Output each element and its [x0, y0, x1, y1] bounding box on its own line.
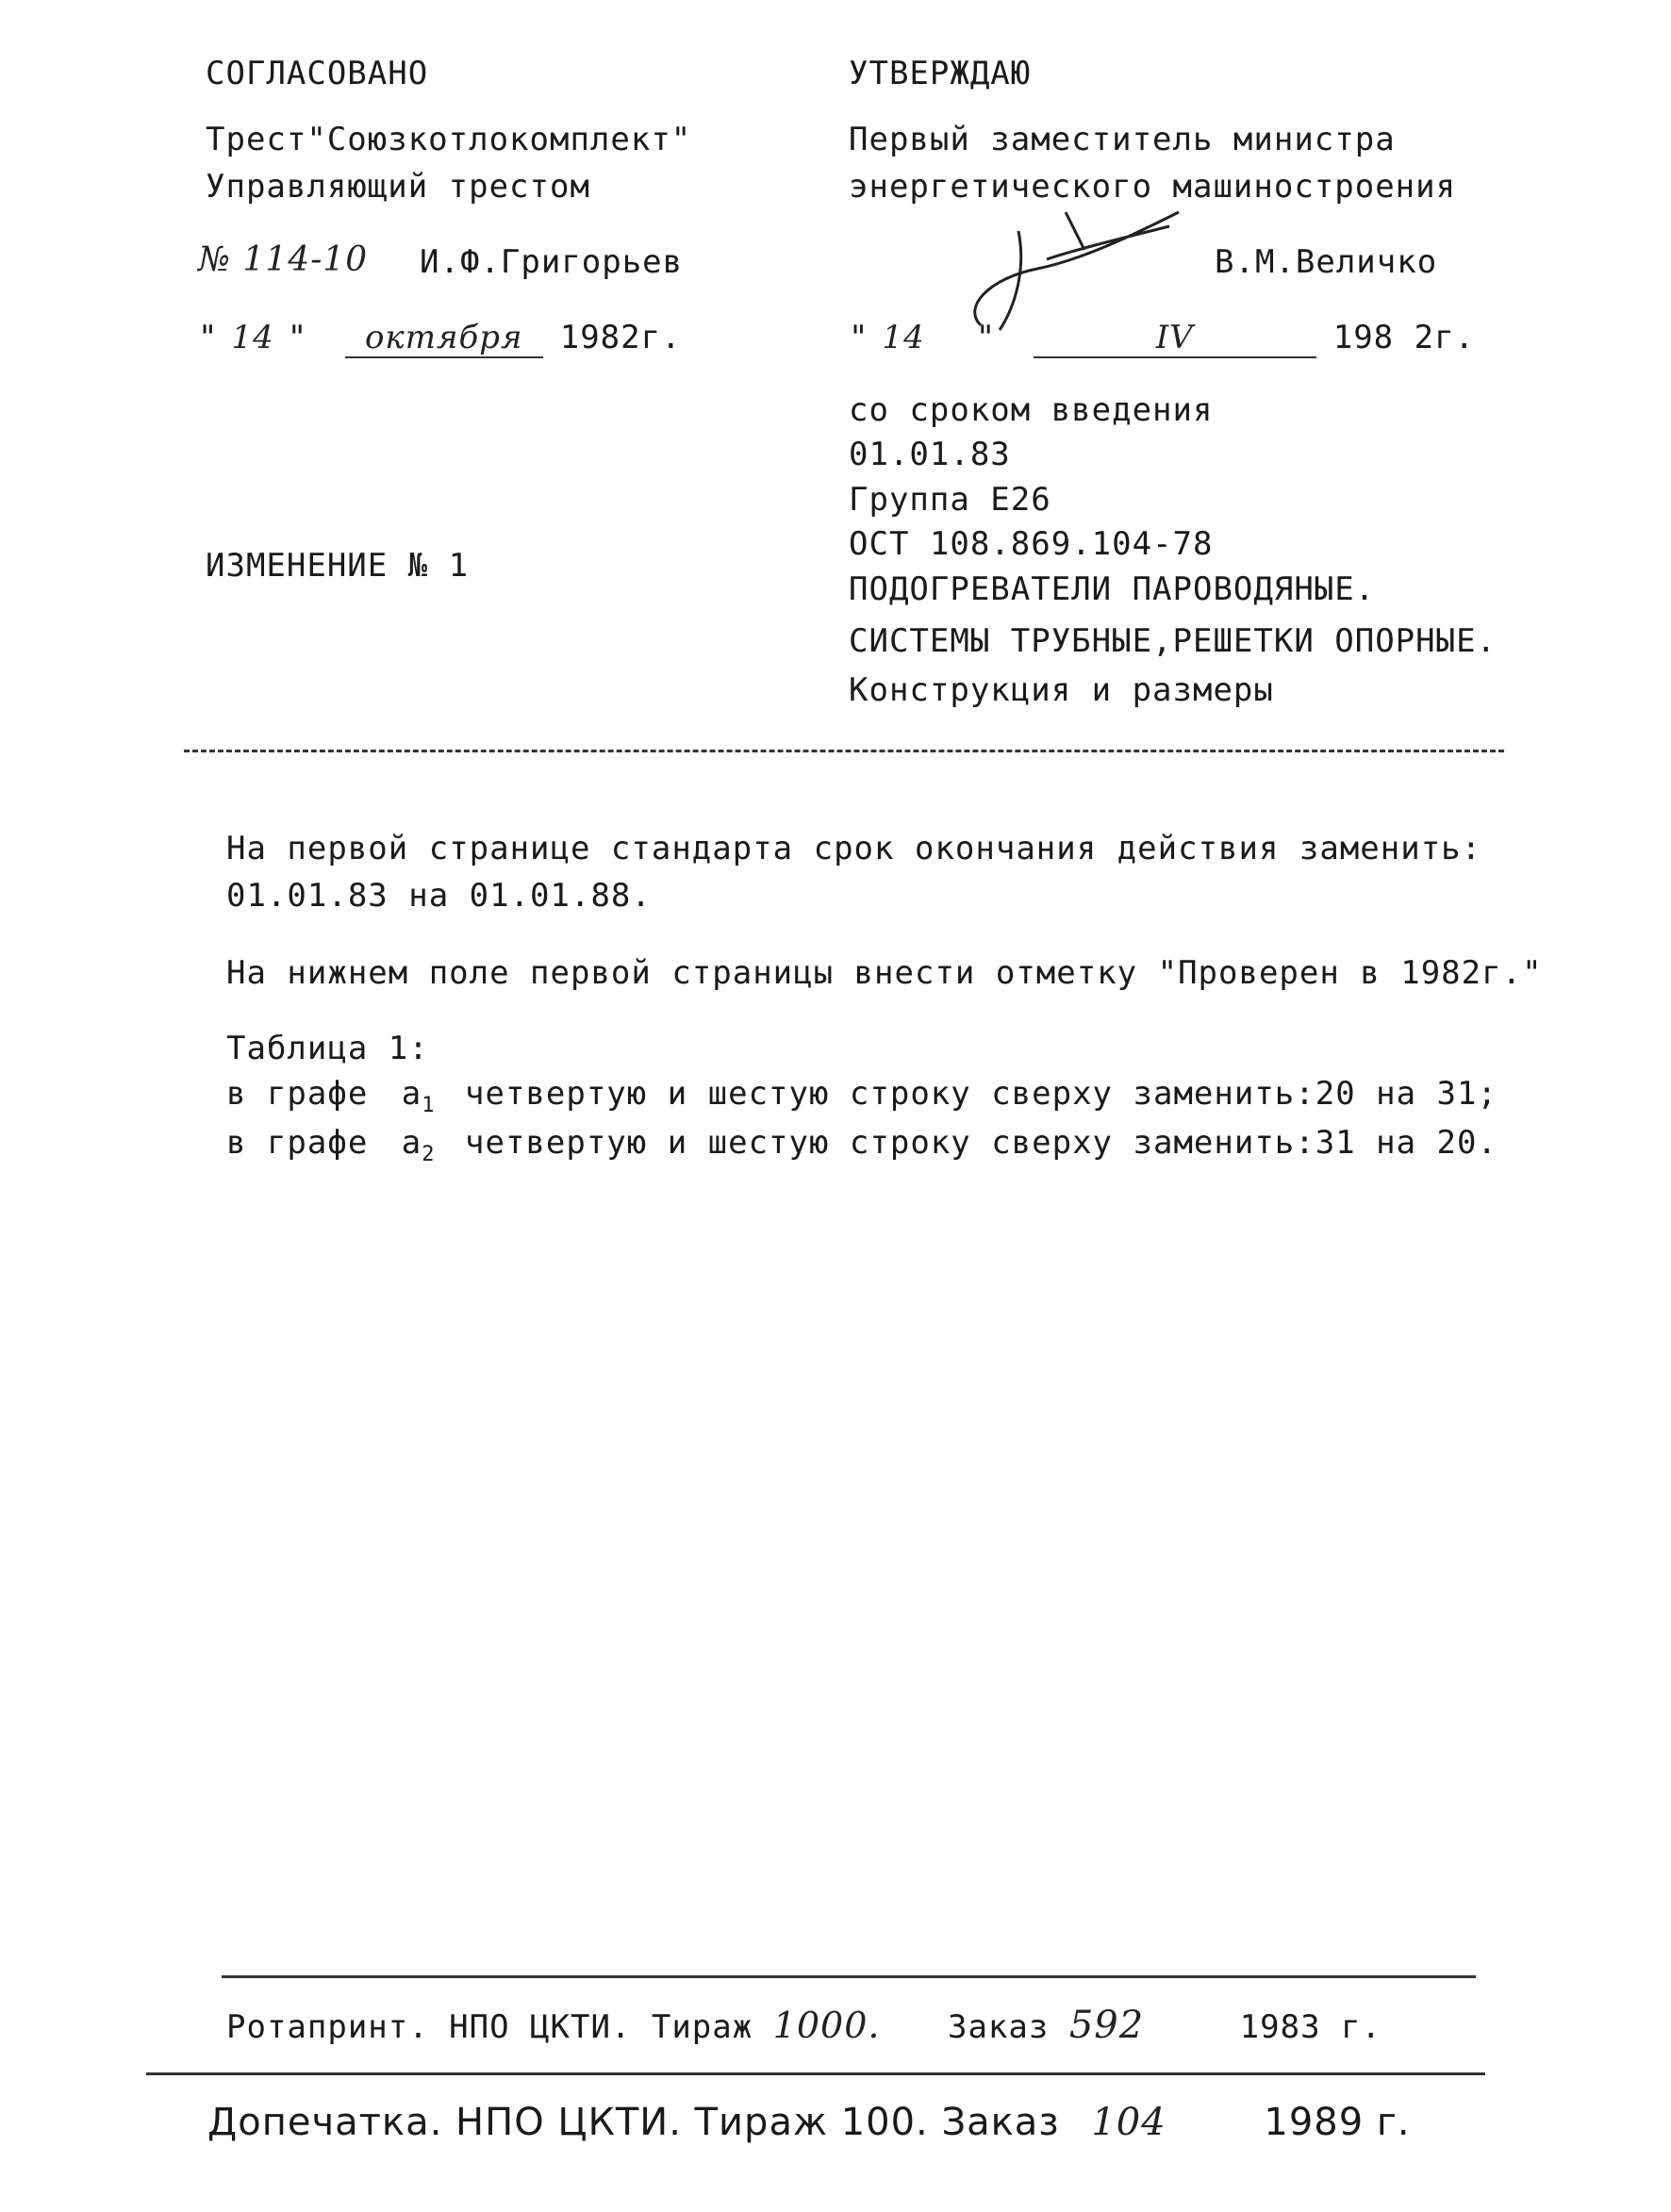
body-para-1-line-2: 01.01.83 на 01.01.88.	[226, 877, 652, 915]
approve-date-year: 198 2	[1332, 319, 1435, 356]
table-label: Таблица 1:	[226, 1030, 429, 1067]
group-code: Группа Е26	[849, 481, 1051, 519]
reprint-prefix: Допечатка. НПО ЦКТИ. Тираж 100. Заказ	[207, 2101, 1060, 2144]
approve-date-suffix: г.	[1434, 319, 1476, 356]
change-row-2	[226, 1124, 1497, 1166]
change-row-1	[226, 1075, 1497, 1117]
print-year: 1983 г.	[1239, 2008, 1381, 2046]
change-row-1-symbol: a	[401, 1075, 422, 1113]
effective-line-1: со сроком введения	[849, 391, 1214, 429]
effective-date: 01.01.83	[849, 436, 1011, 473]
approve-title: УТВЕРЖДАЮ	[849, 55, 1032, 92]
agreed-signer-name: И.Ф.Григорьев	[420, 243, 684, 281]
agreed-role: Управляющий трестом	[206, 168, 590, 206]
registration-number: № 114-10	[198, 240, 369, 279]
standard-title-line-3: Конструкция и размеры	[849, 671, 1274, 709]
change-row-2-sub: 2	[422, 1143, 436, 1166]
header-divider	[184, 750, 1504, 752]
change-row-1-prefix: в графе	[226, 1075, 369, 1113]
footer-bottom-rule	[146, 2072, 1485, 2075]
body-para-2: На нижнем поле первой страницы внести отметку "Проверен в 1982г."	[226, 954, 1543, 992]
print-run: 1000.	[772, 2005, 881, 2046]
reprint-order: 104	[1091, 2101, 1166, 2144]
approve-role-line-2: энергетического машиностроения	[849, 168, 1457, 206]
approver-name: В.М.Величко	[1215, 243, 1438, 281]
change-row-1-sub: 1	[422, 1094, 436, 1117]
standard-title-line-1: ПОДОГРЕВАТЕЛИ ПАРОВОДЯНЫЕ.	[849, 570, 1376, 608]
agreed-org: Трест"Союзкотлокомплект"	[206, 121, 692, 158]
agreed-date: " 14 " октября 1982г.	[198, 319, 682, 356]
reprint-year: 1989 г.	[1264, 2101, 1411, 2144]
change-row-2-prefix: в графе	[226, 1124, 369, 1162]
print-line	[226, 2004, 1381, 2047]
agreed-date-year: 1982	[559, 319, 641, 356]
standard-title-line-2: СИСТЕМЫ ТРУБНЫЕ,РЕШЕТКИ ОПОРНЫЕ.	[849, 622, 1497, 660]
change-row-1-text: четвертую и шестую строку сверху заменить:20 на 31;	[465, 1075, 1497, 1113]
reprint-line	[207, 2101, 1411, 2144]
agreed-date-suffix: г.	[640, 319, 682, 356]
print-line-prefix: Ротапринт. НПО ЦКТИ. Тираж	[226, 2008, 753, 2046]
order-label: Заказ	[947, 2008, 1050, 2046]
body-para-1-line-1: На первой странице стандарта срок окончания действия заменить:	[226, 830, 1482, 867]
change-label: ИЗМЕНЕНИЕ № 1	[206, 547, 470, 585]
standard-number: ОСТ 108.869.104-78	[849, 525, 1214, 563]
order-number: 592	[1068, 2004, 1145, 2047]
agreed-date-day: 14	[231, 319, 274, 356]
approve-role-line-1: Первый заместитель министра	[849, 121, 1396, 158]
change-row-2-text: четвертую и шестую строку сверху заменить:31 на 20.	[465, 1124, 1497, 1162]
approve-date-month: IV	[1034, 319, 1316, 358]
agreed-title: СОГЛАСОВАНО	[206, 55, 429, 92]
change-row-2-symbol: a	[401, 1124, 422, 1162]
footer-top-rule	[222, 1975, 1476, 1978]
approve-date: " 14 " IV 198 2г.	[849, 319, 1476, 356]
agreed-date-month: октября	[345, 319, 543, 358]
approve-date-day: 14	[882, 319, 925, 356]
